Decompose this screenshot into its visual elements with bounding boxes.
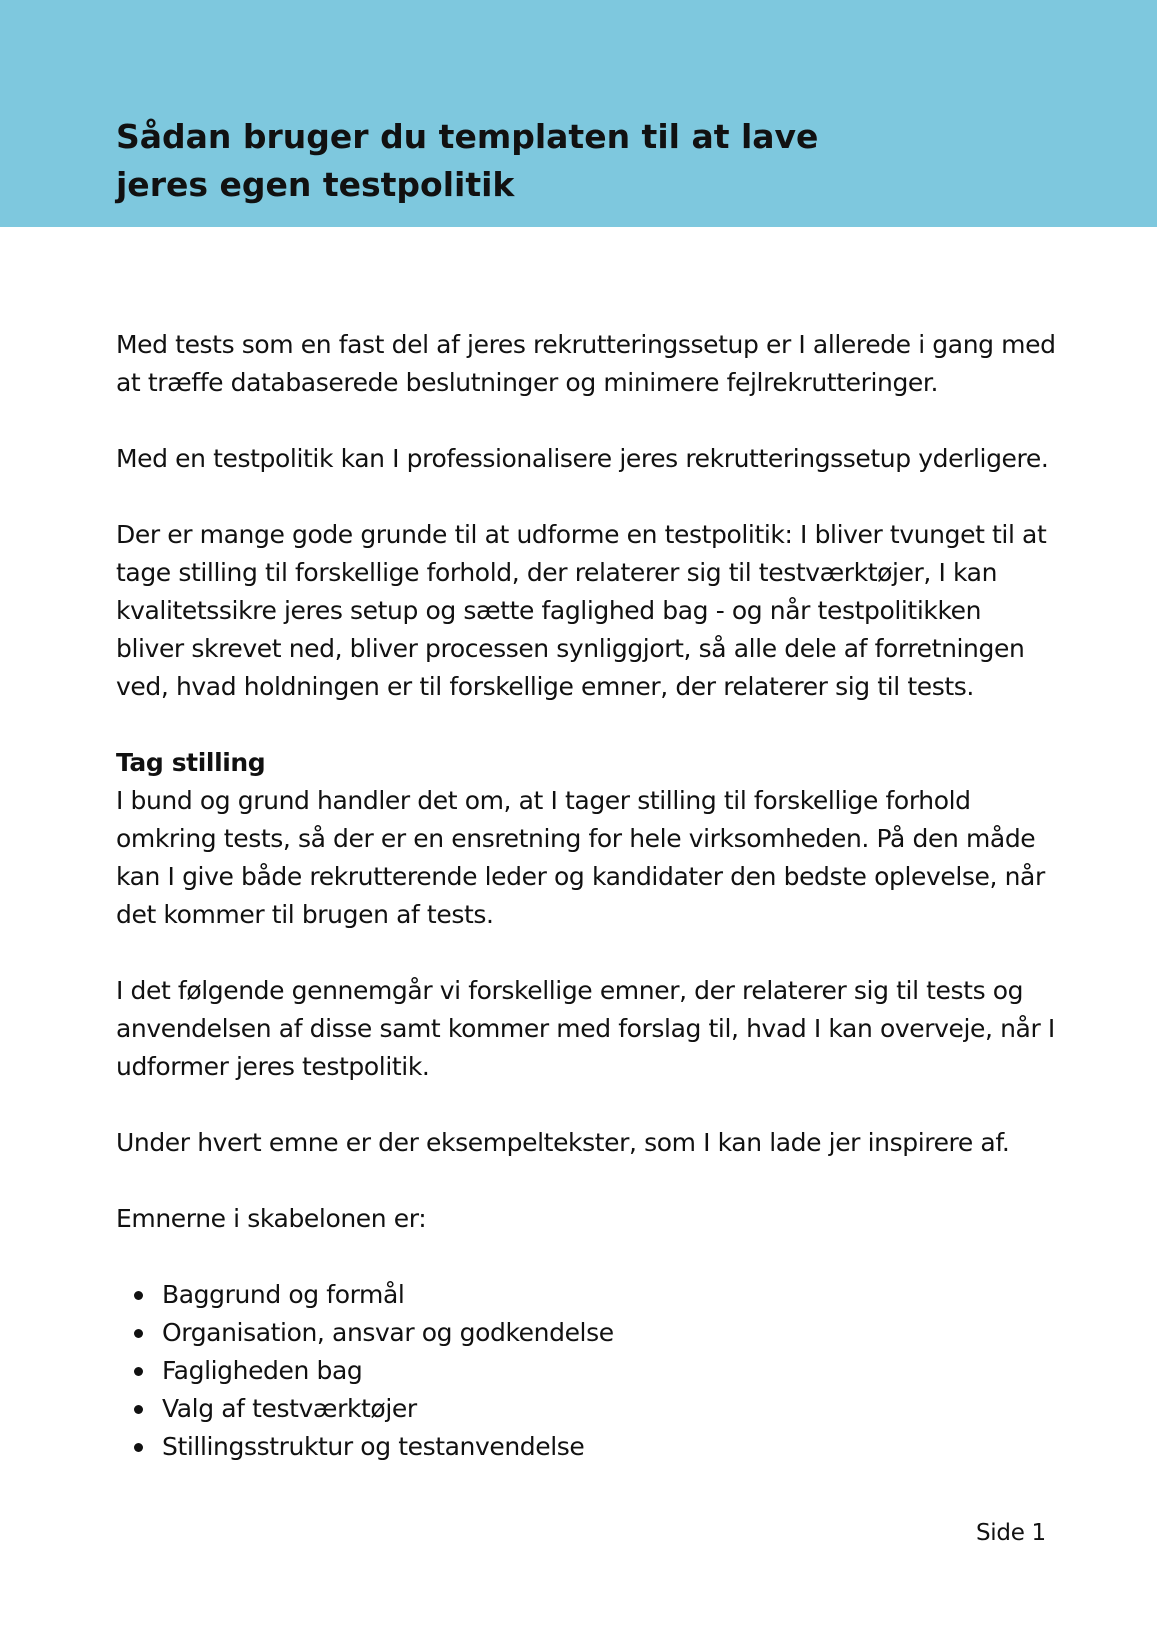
bullet-icon bbox=[134, 1405, 143, 1414]
list-item bbox=[116, 1352, 1056, 1390]
testpolicy-paragraph: Med en testpolitik kan I professionalisere jeres rekrutteringssetup yderligere. bbox=[116, 444, 1049, 473]
list-item-label: Baggrund og formål bbox=[162, 1280, 405, 1309]
list-item-label: Fagligheden bag bbox=[162, 1356, 363, 1385]
page-title-line-2: jeres egen testpolitik bbox=[116, 165, 515, 204]
inspiration-paragraph: Under hvert emne er der eksempeltekster, som I kan lade jer inspirere af. bbox=[116, 1128, 1010, 1157]
page-title-line-1: Sådan bruger du templaten til at lave bbox=[116, 117, 819, 156]
intro-paragraph: Med tests som en fast del af jeres rekrutteringssetup er I allerede i gang med at træffe databaserede beslutninger og minimere fejlrekrutteringer. bbox=[116, 330, 1056, 397]
document-body bbox=[116, 326, 1056, 1466]
bullet-icon bbox=[134, 1367, 143, 1376]
list-item bbox=[116, 1276, 1056, 1314]
bullet-icon bbox=[134, 1443, 143, 1452]
page-title bbox=[116, 113, 1016, 209]
reasons-paragraph: Der er mange gode grunde til at udforme en testpolitik: I bliver tvunget til at tage stilling til forskellige forhold, der relaterer sig til testværktøjer, I kan kvalitetssikre jeres setup og sætte faglighed bag - og når testpolitikken bliver skrevet ned, bliver processen synliggjort, så alle dele af forretningen ved, hvad holdningen er til forskellige emner, der relaterer sig til tests. bbox=[116, 520, 1047, 701]
section-heading: Tag stilling bbox=[116, 748, 266, 777]
bullet-icon bbox=[134, 1291, 143, 1300]
topics-list bbox=[116, 1276, 1056, 1466]
topics-intro: Emnerne i skabelonen er: bbox=[116, 1204, 427, 1233]
list-item bbox=[116, 1390, 1056, 1428]
list-item bbox=[116, 1314, 1056, 1352]
tag-stilling-section bbox=[116, 744, 1056, 934]
page-number: Side 1 bbox=[976, 1520, 1046, 1546]
topics-overview-paragraph: I det følgende gennemgår vi forskellige emner, der relaterer sig til tests og anvendelsen af disse samt kommer med forslag til, hvad I kan overveje, når I udformer jeres testpolitik. bbox=[116, 976, 1055, 1081]
list-item-label: Organisation, ansvar og godkendelse bbox=[162, 1318, 614, 1347]
section-paragraph: I bund og grund handler det om, at I tager stilling til forskellige forhold omkring tests, så der er en ensretning for hele virksomheden. På den måde kan I give både rekrutterende leder og kandidater den bedste oplevelse, når det kommer til brugen af tests. bbox=[116, 786, 1045, 929]
list-item bbox=[116, 1428, 1056, 1466]
list-item-label: Valg af testværktøjer bbox=[162, 1394, 417, 1423]
list-item-label: Stillingsstruktur og testanvendelse bbox=[162, 1432, 585, 1461]
bullet-icon bbox=[134, 1329, 143, 1338]
